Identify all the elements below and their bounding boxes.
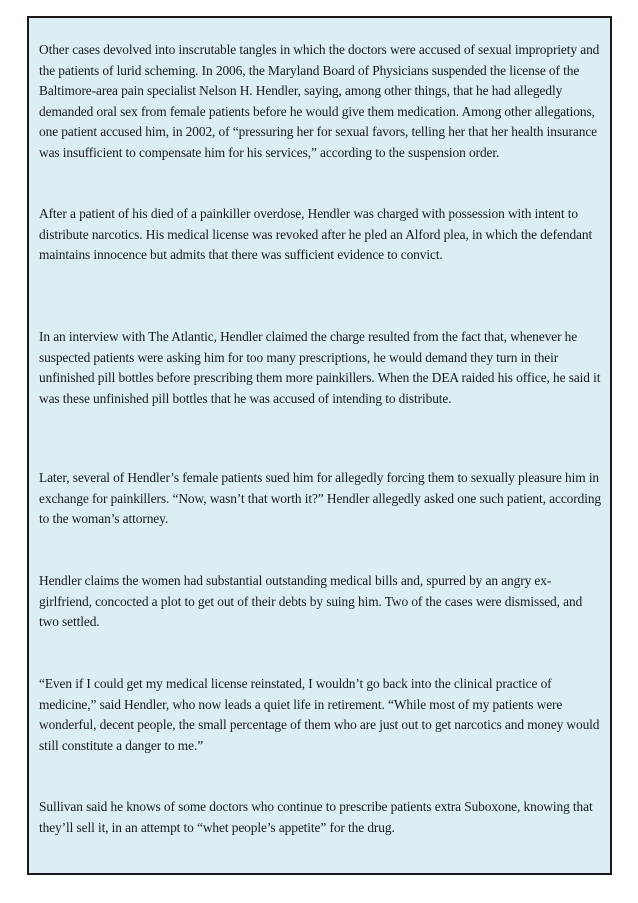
paragraph-1: Other cases devolved into inscrutable tangles in which the doctors were accused of sexual impropriety and the patients of lurid scheming. In 2006, the Maryland Board of Physicians suspended the license of the Baltimore-area pain specialist Nelson H. Hendler, saying, among other things, that he had allegedly demanded oral sex from female patients before he would give them medication. Among other allegations, one patient accused him, in 2002, of “pressuring her for sexual favors, telling her that her health insurance was insufficient to compensate him for his services,” according to the suspension order. [39, 42, 600, 160]
paragraph-3: In an interview with The Atlantic, Hendler claimed the charge resulted from the fact that, whenever he suspected patients were asking him for too many prescriptions, he would demand they turn in their unfinished pill bottles before prescribing them more painkillers. When the DEA raided his office, he said it was these unfinished pill bottles that he was accused of intending to distribute. [39, 329, 601, 406]
paragraph-4: Later, several of Hendler’s female patients sued him for allegedly forcing them to sexually pleasure him in exchange for painkillers. “Now, wasn’t that worth it?” Hendler allegedly asked one such patient, according to the woman’s attorney. [39, 470, 602, 526]
paragraph-6: “Even if I could get my medical license reinstated, I wouldn’t go back into the clinical practice of medicine,” said Hendler, who now leads a quiet life in retirement. “While most of my patients were wonderful, decent people, the small percentage of them who are just out to get narcotics and money would still constitute a danger to me.” [39, 676, 600, 753]
paragraph-2: After a patient of his died of a painkiller overdose, Hendler was charged with possession with intent to distribute narcotics. His medical license was revoked after he pled an Alford plea, in which the defendant maintains innocence but admits that there was sufficient evidence to convict. [39, 206, 593, 262]
document-page [27, 16, 612, 875]
paragraph-7: Sullivan said he knows of some doctors who continue to prescribe patients extra Suboxone, knowing that they’ll sell it, in an attempt to “whet people’s appetite” for the drug. [39, 799, 593, 835]
paragraph-5: Hendler claims the women had substantial outstanding medical bills and, spurred by an angry ex-girlfriend, concocted a plot to get out of their debts by suing him. Two of the cases were dismissed, and two settled. [39, 573, 583, 629]
